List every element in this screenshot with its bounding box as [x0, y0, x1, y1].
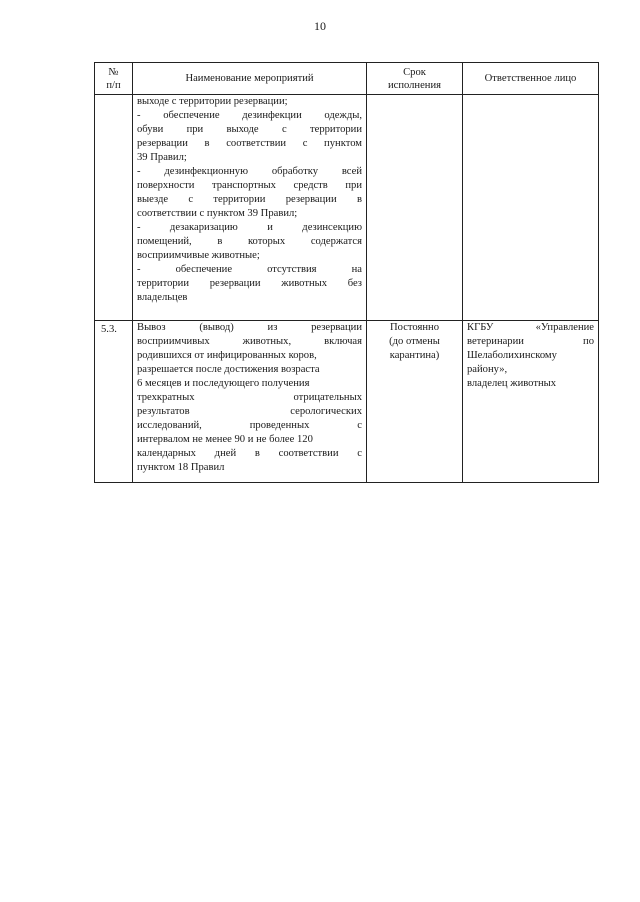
- table-row: [95, 95, 599, 321]
- desc-line: 39 Правил;: [137, 152, 187, 163]
- desc-line: результатов серологических: [137, 406, 362, 417]
- desc-line: резервации в соответствии с пунктом: [137, 138, 362, 149]
- desc-line: календарных дней в соответствии с: [137, 448, 362, 459]
- row-5-3-responsible: [463, 321, 599, 483]
- desc-line: 6 месяцев и последующего получения: [137, 378, 310, 389]
- row-continued-term: [367, 95, 463, 321]
- desc-line: выходе с территории резервации;: [137, 96, 288, 107]
- responsible-line: владелец животных: [467, 378, 557, 389]
- desc-line: трехкратных отрицательных: [137, 392, 362, 403]
- responsible-line: ветеринарии по: [467, 336, 594, 347]
- desc-line: исследований, проведенных с: [137, 420, 362, 431]
- desc-line: владельцев: [137, 292, 188, 303]
- desc-line: выезде с территории резервации в: [137, 194, 362, 205]
- table-header-row: [95, 63, 599, 95]
- desc-line: - обеспечение отсутствия на: [137, 264, 362, 275]
- desc-line: соответствии с пунктом 39 Правил;: [137, 208, 298, 219]
- row-5-3-description: [133, 321, 367, 483]
- table-row: [95, 321, 599, 483]
- desc-line: - обеспечение дезинфекции одежды,: [137, 110, 362, 121]
- desc-line: территории резервации животных без: [137, 278, 362, 289]
- desc-line: восприимчивые животные;: [137, 250, 260, 261]
- header-num: № п/п: [95, 63, 133, 95]
- desc-line: интервалом не менее 90 и не более 120: [137, 434, 313, 445]
- desc-line: Вывоз (вывод) из резервации: [137, 322, 362, 333]
- term-line: Постоянно: [389, 322, 439, 333]
- row-continued-description: [133, 95, 367, 321]
- header-responsible: Ответственное лицо: [463, 63, 599, 95]
- desc-line: обуви при выходе с территории: [137, 124, 362, 135]
- responsible-line: Шелаболихинскому: [467, 350, 557, 361]
- row-continued-num: [95, 95, 133, 321]
- desc-line: пунктом 18 Правил: [137, 462, 225, 473]
- header-name: Наименование мероприятий: [133, 63, 367, 95]
- responsible-line: району»,: [467, 364, 508, 375]
- term-line: карантина): [389, 350, 440, 361]
- page-number: 10: [314, 19, 326, 33]
- responsible-line: КГБУ «Управление: [467, 322, 594, 333]
- row-5-3-term: [367, 321, 463, 483]
- desc-line: родившихся от инфицированных коров,: [137, 350, 317, 361]
- header-term: Срок исполнения: [367, 63, 463, 95]
- row-5-3-num: 5.3.: [95, 321, 133, 483]
- row-continued-responsible: [463, 95, 599, 321]
- desc-line: помещений, в которых содержатся: [137, 236, 362, 247]
- desc-line: - дезинфекционную обработку всей: [137, 166, 362, 177]
- term-line: (до отмены: [389, 336, 440, 347]
- desc-line: поверхности транспортных средств при: [137, 180, 362, 191]
- desc-line: восприимчивых животных, включая: [137, 336, 362, 347]
- measures-table: [94, 62, 599, 483]
- desc-line: разрешается после достижения возраста: [137, 364, 320, 375]
- desc-line: - дезакаризацию и дезинсекцию: [137, 222, 362, 233]
